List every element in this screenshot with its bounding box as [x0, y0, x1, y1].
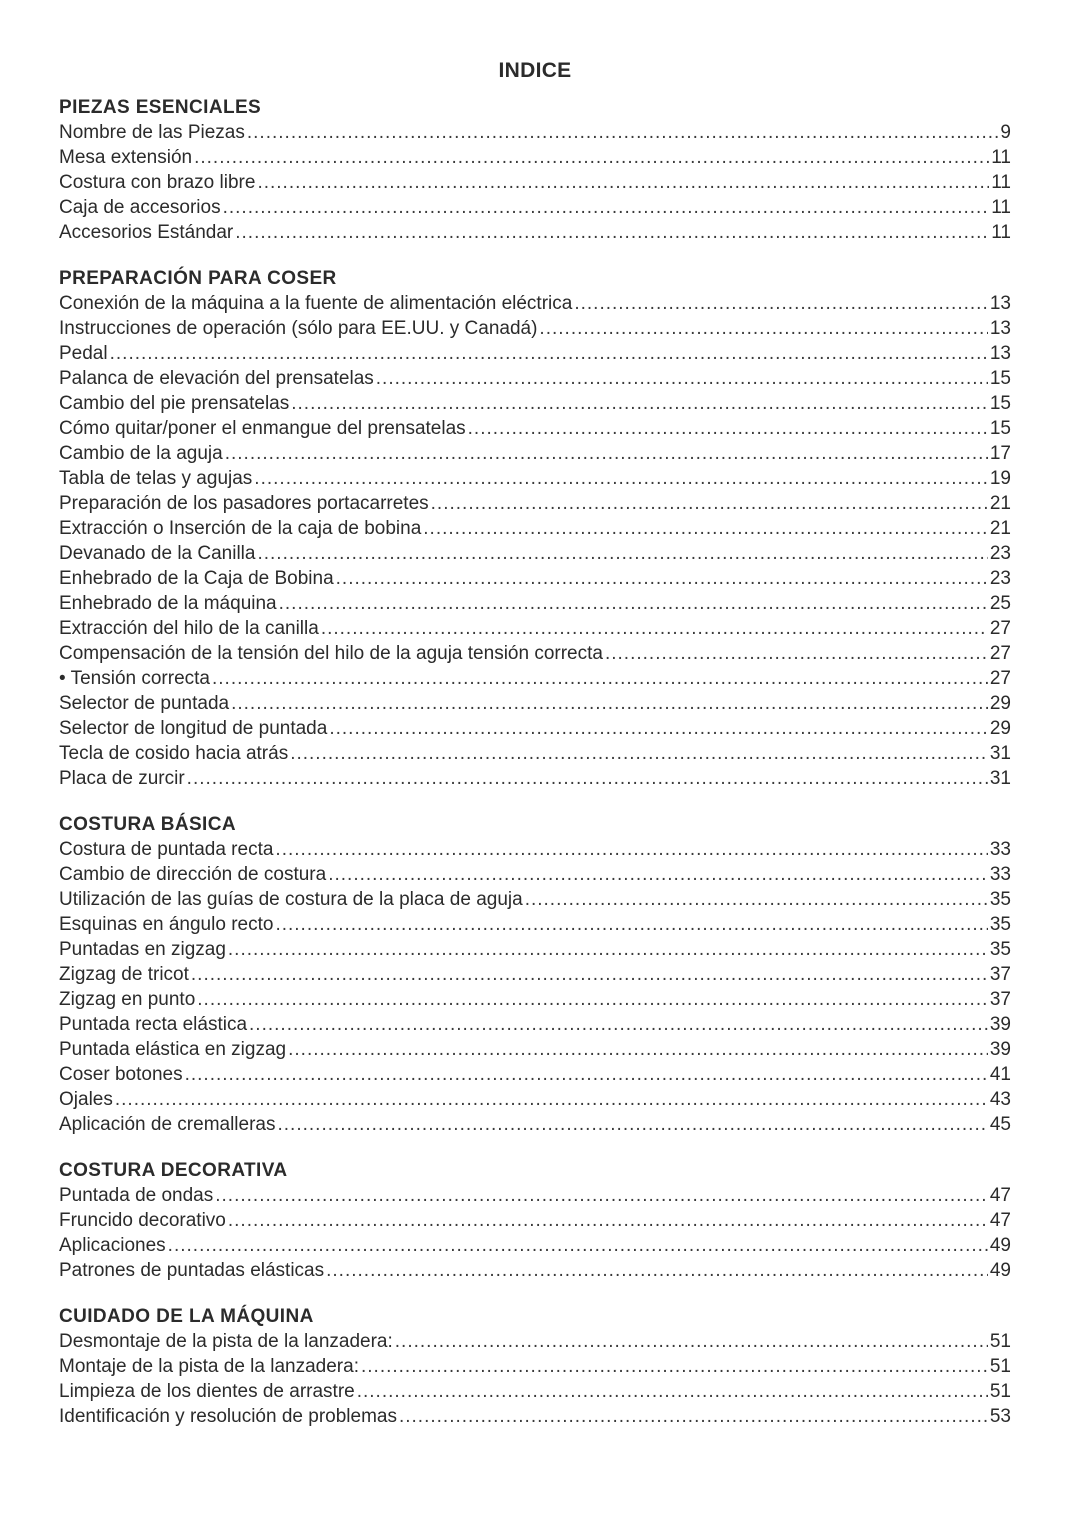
dot-leader [257, 170, 989, 195]
toc-entry[interactable] [59, 1087, 1011, 1112]
toc-entry[interactable] [59, 1354, 1011, 1379]
toc-entry[interactable] [59, 766, 1011, 791]
toc-entry[interactable] [59, 1208, 1011, 1233]
entry-label: Fruncido decorativo [59, 1210, 226, 1231]
dot-leader [197, 987, 988, 1012]
entry-page-number: 51 [989, 1331, 1011, 1352]
toc-entry[interactable] [59, 1183, 1011, 1208]
entry-label: Puntada elástica en zigzag [59, 1039, 287, 1060]
toc-entry[interactable] [59, 120, 1011, 145]
dot-leader [275, 912, 987, 937]
entry-label: Aplicación de cremalleras [59, 1114, 276, 1135]
dot-leader [431, 491, 988, 516]
toc-entry[interactable] [59, 566, 1011, 591]
dot-leader [187, 766, 988, 791]
entry-page-number: 35 [989, 939, 1011, 960]
dot-leader [321, 616, 988, 641]
entry-label: • Tensión correcta [59, 668, 210, 689]
dot-leader [336, 566, 988, 591]
entry-page-number: 13 [989, 318, 1011, 339]
entry-label: Zigzag de tricot [59, 964, 189, 985]
entry-page-number: 45 [989, 1114, 1011, 1135]
entry-label: Costura con brazo libre [59, 172, 256, 193]
toc-entry[interactable] [59, 887, 1011, 912]
dot-leader [423, 516, 988, 541]
entry-page-number: 49 [989, 1260, 1011, 1281]
entry-label: Esquinas en ángulo recto [59, 914, 274, 935]
toc-entry[interactable] [59, 837, 1011, 862]
entry-label: Cómo quitar/poner el enmangue del prensatelas [59, 418, 466, 439]
dot-leader [110, 341, 988, 366]
dot-leader [254, 466, 988, 491]
toc-entry[interactable] [59, 937, 1011, 962]
entry-label: Accesorios Estándar [59, 222, 234, 243]
entry-page-number: 47 [989, 1210, 1011, 1231]
entry-page-number: 11 [991, 172, 1011, 193]
dot-leader [278, 1112, 988, 1137]
dot-leader [257, 541, 987, 566]
entry-label: Desmontaje de la pista de la lanzadera: [59, 1331, 393, 1352]
entry-label: Cambio de dirección de costura [59, 864, 327, 885]
entry-label: Selector de longitud de puntada [59, 718, 328, 739]
dot-leader [115, 1087, 988, 1112]
toc-entry[interactable] [59, 291, 1011, 316]
entry-page-number: 17 [989, 443, 1011, 464]
toc-entry[interactable] [59, 391, 1011, 416]
dot-leader [376, 366, 988, 391]
entry-page-number: 15 [989, 418, 1011, 439]
dot-leader [326, 1258, 988, 1283]
toc-section [59, 1159, 1011, 1283]
section-heading: CUIDADO DE LA MÁQUINA [59, 1306, 314, 1327]
toc-entry[interactable] [59, 1112, 1011, 1137]
section-heading: COSTURA DECORATIVA [59, 1160, 288, 1181]
entry-page-number: 35 [989, 914, 1011, 935]
entry-page-number: 51 [989, 1356, 1011, 1377]
toc-entry[interactable] [59, 1329, 1011, 1354]
dot-leader [185, 1062, 988, 1087]
dot-leader [574, 291, 988, 316]
dot-leader [329, 716, 988, 741]
entry-page-number: 33 [989, 864, 1011, 885]
entry-label: Extracción del hilo de la canilla [59, 618, 319, 639]
dot-leader [228, 937, 988, 962]
entry-label: Montaje de la pista de la lanzadera: [59, 1356, 359, 1377]
toc-entry[interactable] [59, 912, 1011, 937]
entry-page-number: 41 [989, 1064, 1011, 1085]
toc-entry[interactable] [59, 541, 1011, 566]
toc-entry[interactable] [59, 491, 1011, 516]
entry-page-number: 19 [989, 468, 1011, 489]
dot-leader [215, 1183, 988, 1208]
entry-page-number: 15 [989, 368, 1011, 389]
section-heading: PIEZAS ESENCIALES [59, 97, 262, 118]
toc-entry[interactable] [59, 862, 1011, 887]
entry-label: Tecla de cosido hacia atrás [59, 743, 289, 764]
dot-leader [168, 1233, 988, 1258]
section-heading: PREPARACIÓN PARA COSER [59, 268, 337, 289]
entry-label: Pedal [59, 343, 108, 364]
toc-entry[interactable] [59, 441, 1011, 466]
toc-entry[interactable] [59, 366, 1011, 391]
entry-label: Puntada de ondas [59, 1185, 214, 1206]
entry-label: Ojales [59, 1089, 113, 1110]
entry-page-number: 29 [989, 693, 1011, 714]
toc-entry[interactable] [59, 416, 1011, 441]
toc-entry[interactable] [59, 741, 1011, 766]
entry-label: Costura de puntada recta [59, 839, 274, 860]
entry-label: Instrucciones de operación (sólo para EE.UU. y Canadá) [59, 318, 538, 339]
dot-leader [223, 195, 990, 220]
toc-section [59, 96, 1011, 245]
toc-entry[interactable] [59, 1233, 1011, 1258]
toc-entry[interactable] [59, 1379, 1011, 1404]
toc-entry[interactable] [59, 691, 1011, 716]
dot-leader [288, 1037, 988, 1062]
entry-page-number: 29 [989, 718, 1011, 739]
entry-page-number: 51 [989, 1381, 1011, 1402]
entry-label: Devanado de la Canilla [59, 543, 256, 564]
entry-label: Placa de zurcir [59, 768, 185, 789]
dot-leader [399, 1404, 988, 1429]
entry-label: Cambio del pie prensatelas [59, 393, 290, 414]
toc-entry[interactable] [59, 466, 1011, 491]
entry-page-number: 15 [989, 393, 1011, 414]
toc-entry[interactable] [59, 591, 1011, 616]
dot-leader [235, 220, 989, 245]
toc-entry[interactable] [59, 666, 1011, 691]
entry-label: Extracción o Inserción de la caja de bobina [59, 518, 422, 539]
toc-entry[interactable] [59, 170, 1011, 195]
dot-leader [275, 837, 987, 862]
entry-label: Conexión de la máquina a la fuente de alimentación eléctrica [59, 293, 573, 314]
entry-label: Palanca de elevación del prensatelas [59, 368, 374, 389]
dot-leader [191, 962, 988, 987]
entry-page-number: 43 [989, 1089, 1011, 1110]
entry-label: Compensación de la tensión del hilo de la aguja tensión correcta [59, 643, 603, 664]
entry-page-number: 31 [989, 743, 1011, 764]
toc-entry[interactable] [59, 220, 1011, 245]
entry-label: Utilización de las guías de costura de la placa de aguja [59, 889, 523, 910]
toc-entry[interactable] [59, 962, 1011, 987]
dot-leader [228, 1208, 988, 1233]
entry-page-number: 39 [989, 1039, 1011, 1060]
toc-section [59, 813, 1011, 1137]
entry-page-number: 33 [989, 839, 1011, 860]
dot-leader [361, 1354, 988, 1379]
dot-leader [328, 862, 988, 887]
dot-leader [539, 316, 987, 341]
entry-page-number: 11 [991, 197, 1011, 218]
dot-leader [395, 1329, 988, 1354]
dot-leader [279, 591, 988, 616]
entry-label: Preparación de los pasadores portacarretes [59, 493, 429, 514]
dot-leader [605, 641, 988, 666]
entry-label: Enhebrado de la máquina [59, 593, 277, 614]
entry-page-number: 23 [989, 543, 1011, 564]
toc-entry[interactable] [59, 1062, 1011, 1087]
entry-label: Puntada recta elástica [59, 1014, 248, 1035]
entry-page-number: 21 [989, 493, 1011, 514]
entry-page-number: 25 [989, 593, 1011, 614]
toc-entry[interactable] [59, 195, 1011, 220]
entry-label: Enhebrado de la Caja de Bobina [59, 568, 334, 589]
toc-entry[interactable] [59, 987, 1011, 1012]
entry-page-number: 53 [989, 1406, 1011, 1427]
entry-label: Zigzag en punto [59, 989, 196, 1010]
toc-entry[interactable] [59, 516, 1011, 541]
toc-entry[interactable] [59, 1258, 1011, 1283]
entry-page-number: 9 [1000, 122, 1011, 143]
dot-leader [525, 887, 988, 912]
toc-entry[interactable] [59, 716, 1011, 741]
entry-page-number: 31 [989, 768, 1011, 789]
dot-leader [290, 741, 988, 766]
toc-section [59, 267, 1011, 791]
page-title: INDICE [498, 59, 572, 82]
dot-leader [357, 1379, 988, 1404]
toc-entry[interactable] [59, 145, 1011, 170]
toc-entry[interactable] [59, 616, 1011, 641]
entry-page-number: 27 [989, 618, 1011, 639]
entry-page-number: 35 [989, 889, 1011, 910]
entry-page-number: 23 [989, 568, 1011, 589]
entry-page-number: 37 [989, 989, 1011, 1010]
toc-entry[interactable] [59, 1404, 1011, 1429]
entry-label: Puntadas en zigzag [59, 939, 226, 960]
entry-label: Coser botones [59, 1064, 183, 1085]
entry-label: Selector de puntada [59, 693, 230, 714]
entry-label: Nombre de las Piezas [59, 122, 245, 143]
toc-entry[interactable] [59, 341, 1011, 366]
entry-page-number: 13 [989, 343, 1011, 364]
toc-section [59, 1305, 1011, 1429]
entry-label: Limpieza de los dientes de arrastre [59, 1381, 355, 1402]
toc-entry[interactable] [59, 641, 1011, 666]
entry-page-number: 37 [989, 964, 1011, 985]
entry-page-number: 27 [989, 643, 1011, 664]
entry-page-number: 21 [989, 518, 1011, 539]
dot-leader [212, 666, 988, 691]
dot-leader [247, 120, 999, 145]
entry-label: Aplicaciones [59, 1235, 166, 1256]
entry-label: Patrones de puntadas elásticas [59, 1260, 325, 1281]
entry-page-number: 49 [989, 1235, 1011, 1256]
section-heading: COSTURA BÁSICA [59, 814, 236, 835]
entry-page-number: 11 [991, 147, 1011, 168]
entry-label: Identificación y resolución de problemas [59, 1406, 397, 1427]
table-of-contents [59, 96, 1011, 1429]
toc-entry[interactable] [59, 1012, 1011, 1037]
dot-leader [468, 416, 988, 441]
dot-leader [231, 691, 988, 716]
entry-page-number: 27 [989, 668, 1011, 689]
entry-page-number: 47 [989, 1185, 1011, 1206]
entry-page-number: 13 [989, 293, 1011, 314]
toc-entry[interactable] [59, 1037, 1011, 1062]
entry-page-number: 39 [989, 1014, 1011, 1035]
entry-label: Caja de accesorios [59, 197, 221, 218]
entry-page-number: 11 [991, 222, 1011, 243]
entry-label: Mesa extensión [59, 147, 193, 168]
dot-leader [291, 391, 988, 416]
toc-entry[interactable] [59, 316, 1011, 341]
dot-leader [194, 145, 989, 170]
dot-leader [249, 1012, 988, 1037]
entry-label: Tabla de telas y agujas [59, 468, 253, 489]
dot-leader [225, 441, 988, 466]
entry-label: Cambio de la aguja [59, 443, 223, 464]
